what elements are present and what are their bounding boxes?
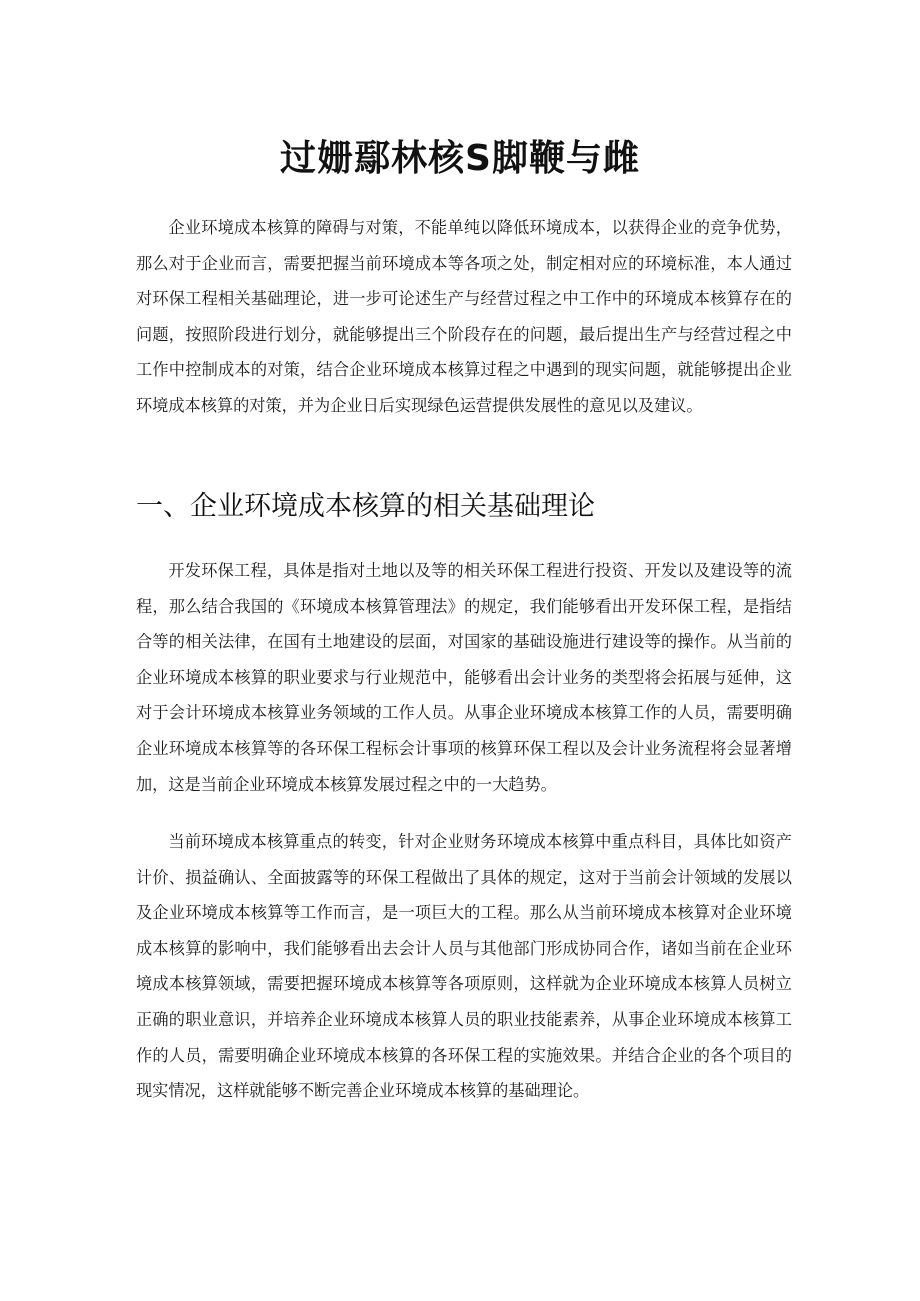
document-title: 过姗鄢林核S脚鞭与雌 <box>280 138 640 179</box>
intro-paragraph: 企业环境成本核算的障碍与对策，不能单纯以降低环境成本，以获得企业的竞争优势，那么对于企业而言，需要把握当前环境成本等各项之处，制定相对应的环境标准，本人通过对环保工程相关基础理论，进一步可论述生产与经营过程之中工作中的环境成本核算存在的问题，按照阶段进行划分，就能够提出三个阶段存在的问题，最后提出生产与经营过程之中工作中控制成本的对策，结合企业环境成本核算过程之中遇到的现实问题，就能够提出企业环境成本核算的对策，并为企业日后实现绿色运营提供发展性的意见以及建议。 <box>136 218 792 415</box>
section-heading: 一、企业环境成本核算的相关基础理论 <box>136 491 595 522</box>
body-paragraph: 当前环境成本核算重点的转变，针对企业财务环境成本核算中重点科目，具体比如资产计价、损益确认、全面披露等的环保工程做出了具体的规定，这对于当前会计领域的发展以及企业环境成本核算等工作而言，是一项巨大的工程。那么从当前环境成本核算对企业环境成本核算的影响中，我们能够看出去会计人员与其他部门形成协同合作，诸如当前在企业环境成本核算领域，需要把握环境成本核算等各项原则，这样就为企业环境成本核算人员树立正确的职业意识，并培养企业环境成本核算人员的职业技能素养，从事企业环境成本核算工作的人员，需要明确企业环境成本核算的各环保工程的实施效果。并结合企业的各个项目的现实情况，这样就能够不断完善企业环境成本核算的基础理论。 <box>136 832 792 1101</box>
body-paragraph: 开发环保工程，具体是指对土地以及等的相关环保工程进行投资、开发以及建设等的流程，那么结合我国的《环境成本核算管理法》的规定，我们能够看出开发环保工程，是指结合等的相关法律，在国有土地建设的层面，对国家的基础设施进行建设等的操作。从当前的企业环境成本核算的职业要求与行业规范中，能够看出会计业务的类型将会拓展与延伸，这对于会计环境成本核算业务领域的工作人员。从事企业环境成本核算工作的人员，需要明确企业环境成本核算等的各环保工程标会计事项的核算环保工程以及会计业务流程将会显著增加，这是当前企业环境成本核算发展过程之中的一大趋势。 <box>136 561 792 794</box>
